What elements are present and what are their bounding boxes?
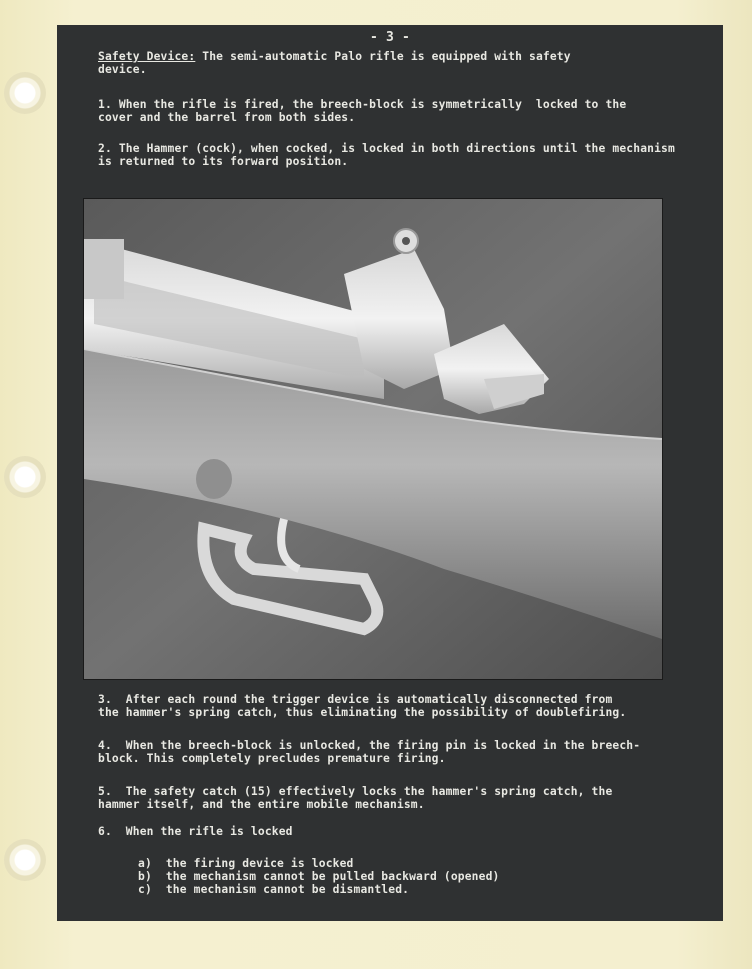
- document-sheet: [57, 25, 723, 921]
- intro-paragraph: [98, 50, 718, 76]
- point-5: [98, 785, 718, 811]
- point-5-line-2: hammer itself, and the entire mobile mechanism.: [98, 798, 425, 811]
- sub-item-c: [138, 883, 698, 896]
- rifle-photo: [83, 198, 663, 680]
- point-1-line-2: cover and the barrel from both sides.: [98, 111, 356, 124]
- point-3-line-1: 3. After each round the trigger device is automatically disconnected from: [98, 693, 613, 706]
- binder-hole-bottom: [4, 839, 46, 881]
- point-3: [98, 693, 718, 719]
- point-2: [98, 142, 718, 168]
- point-3-line-2: the hammer's spring catch, thus eliminating the possibility of doublefiring.: [98, 706, 627, 719]
- sub-item-text: the mechanism cannot be dismantled.: [165, 883, 410, 896]
- point-4-line-2: block. This completely precludes premature firing.: [98, 752, 446, 765]
- sub-list: [138, 857, 698, 922]
- binder-hole-top: [4, 72, 46, 114]
- point-1: [98, 98, 718, 124]
- intro-line-1: The semi-automatic Palo rifle is equipped with safety: [195, 50, 571, 63]
- binder-hole-middle: [4, 456, 46, 498]
- point-6-line-1: 6. When the rifle is locked: [98, 825, 293, 838]
- sub-item-marker: a): [138, 857, 152, 870]
- intro-line-2: device.: [98, 63, 147, 76]
- point-5-line-1: 5. The safety catch (15) effectively locks the hammer's spring catch, the: [98, 785, 613, 798]
- point-2-line-2: is returned to its forward position.: [98, 155, 349, 168]
- sub-item-marker: c): [138, 883, 152, 896]
- sub-item-marker: b): [138, 870, 152, 883]
- page-number: - 3 -: [370, 30, 410, 45]
- sub-item-text: the firing device is locked: [165, 857, 354, 870]
- point-6: [98, 825, 718, 838]
- point-1-line-1: 1. When the rifle is fired, the breech-block is symmetrically locked to the: [98, 98, 627, 111]
- sub-item-text: the mechanism cannot be pulled backward (opened): [165, 870, 500, 883]
- section-heading: Safety Device:: [98, 50, 196, 63]
- rifle-receiver-image: [84, 199, 662, 679]
- point-4: [98, 739, 718, 765]
- point-2-line-1: 2. The Hammer (cock), when cocked, is locked in both directions until the mechanism: [98, 142, 675, 155]
- sub-item-b: [138, 870, 698, 883]
- point-4-line-1: 4. When the breech-block is unlocked, the firing pin is locked in the breech-: [98, 739, 641, 752]
- sub-item-a: [138, 857, 698, 870]
